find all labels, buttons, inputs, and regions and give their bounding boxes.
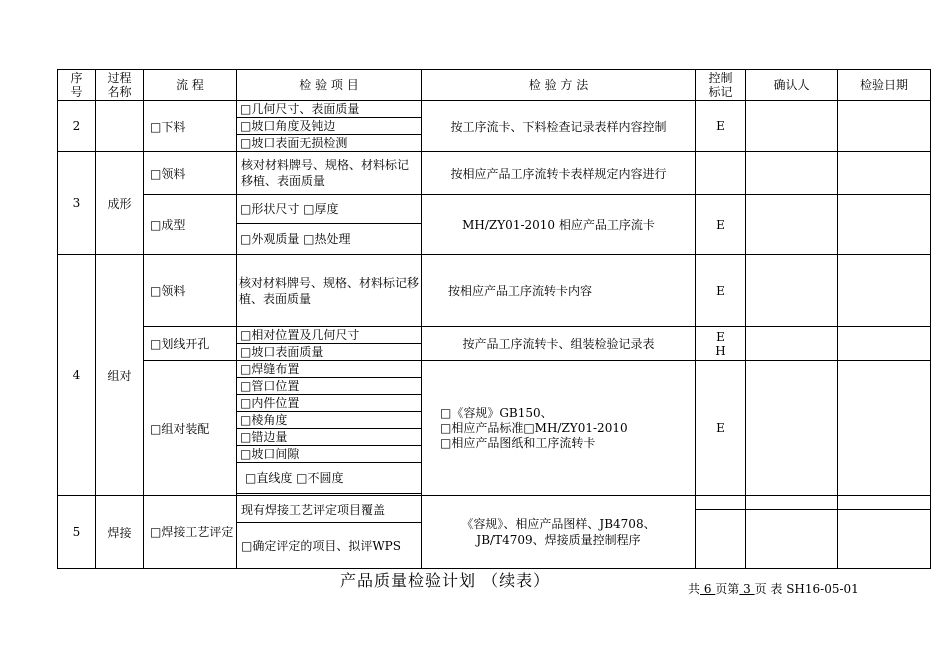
confirmer-cell xyxy=(746,195,838,255)
item-cell: □形状尺寸 □厚度 xyxy=(237,195,422,224)
item-cell: □坡口表面无损检测 xyxy=(237,135,422,152)
date-cell xyxy=(838,327,931,361)
item-cell: □确定评定的项目、拟评WPS xyxy=(237,523,422,569)
flow-cell: □划线开孔 xyxy=(144,327,237,361)
seq-cell: 2 xyxy=(58,101,96,152)
date-cell xyxy=(838,496,931,510)
confirmer-cell xyxy=(746,361,838,496)
confirmer-cell xyxy=(746,496,838,510)
table-row xyxy=(58,496,931,510)
table-row xyxy=(58,327,931,344)
confirmer-cell xyxy=(746,327,838,361)
item-cell: □错边量 xyxy=(237,429,422,446)
flow-cell: □领料 xyxy=(144,255,237,327)
flow-cell: □领料 xyxy=(144,152,237,195)
table-row xyxy=(58,361,931,378)
process-name-cell: 成形 xyxy=(96,152,144,255)
confirmer-cell xyxy=(746,152,838,195)
item-cell: □坡口角度及钝边 xyxy=(237,118,422,135)
page-mid: 页第 xyxy=(715,582,740,596)
confirmer-cell xyxy=(746,510,838,569)
flow-cell: □成型 xyxy=(144,195,237,255)
method-cell: MH/ZY01-2010 相应产品工序流卡 xyxy=(422,195,696,255)
flow-cell: □焊接工艺评定 xyxy=(144,496,237,569)
seq-cell: 3 xyxy=(58,152,96,255)
item-cell: □管口位置 xyxy=(237,378,422,395)
table-row xyxy=(58,152,931,195)
header-method: 检 验 方 法 xyxy=(422,70,696,101)
header-row xyxy=(58,70,931,101)
table-row xyxy=(58,195,931,224)
item-cell: □棱角度 xyxy=(237,412,422,429)
header-date: 检验日期 xyxy=(838,70,931,101)
page-total: 6 xyxy=(700,582,716,596)
method-cell xyxy=(422,361,696,496)
method-cell: 按相应产品工序流转卡表样规定内容进行 xyxy=(422,152,696,195)
document-title: 产品质量检验计划 （续表） xyxy=(340,571,551,590)
header-process-name: 过程 名称 xyxy=(96,70,144,101)
date-cell xyxy=(838,101,931,152)
item-cell: □相对位置及几何尺寸 xyxy=(237,327,422,344)
confirmer-cell xyxy=(746,255,838,327)
process-name-cell: 组对 xyxy=(96,255,144,496)
item-cell: □焊缝布置 xyxy=(237,361,422,378)
method-line: □相应产品标准□MH/ZY01-2010 xyxy=(440,420,628,435)
header-control-mark: 控制 标记 xyxy=(696,70,746,101)
seq-cell: 5 xyxy=(58,496,96,569)
date-cell xyxy=(838,152,931,195)
control-mark-cell: E xyxy=(696,361,746,496)
method-line: □《容规》GB150、 xyxy=(440,405,553,420)
item-cell: □直线度 □不圆度 xyxy=(237,463,422,494)
method-cell: 《容规》、相应产品图样、JB4708、JB/T4709、焊接质量控制程序 xyxy=(422,496,696,569)
table-row xyxy=(58,101,931,118)
header-items: 检 验 项 目 xyxy=(237,70,422,101)
header-confirmer: 确认人 xyxy=(746,70,838,101)
control-mark-h: H xyxy=(715,343,726,358)
flow-cell: □组对装配 xyxy=(144,361,237,496)
method-cell: 按工序流卡、下料检查记录表样内容控制 xyxy=(422,101,696,152)
method-line: □相应产品图纸和工序流转卡 xyxy=(440,435,596,450)
header-flow: 流 程 xyxy=(144,70,237,101)
item-cell: 核对材料牌号、规格、材料标记移植、表面质量 xyxy=(237,152,422,195)
item-cell: □内件位置 xyxy=(237,395,422,412)
page-suffix: 页 表 SH16-05-01 xyxy=(754,582,859,596)
item-cell: □外观质量 □热处理 xyxy=(237,224,422,255)
item-cell: □几何尺寸、表面质量 xyxy=(237,101,422,118)
date-cell xyxy=(838,510,931,569)
flow-cell: □下料 xyxy=(144,101,237,152)
date-cell xyxy=(838,195,931,255)
item-cell: □坡口间隙 xyxy=(237,446,422,463)
page-info xyxy=(688,580,859,597)
item-cell: □坡口表面质量 xyxy=(237,344,422,361)
seq-cell: 4 xyxy=(58,255,96,496)
item-cell: 核对材料牌号、规格、材料标记移植、表面质量 xyxy=(237,255,422,327)
control-mark-cell: E xyxy=(696,101,746,152)
item-cell: 现有焊接工艺评定项目覆盖 xyxy=(237,496,422,523)
control-mark-cell xyxy=(696,496,746,510)
confirmer-cell xyxy=(746,101,838,152)
control-mark-cell xyxy=(696,510,746,569)
method-cell: 按产品工序流转卡、组装检验记录表 xyxy=(422,327,696,361)
control-mark-e: E xyxy=(716,329,725,344)
date-cell xyxy=(838,361,931,496)
method-cell: 按相应产品工序流转卡内容 xyxy=(422,255,696,327)
table-row xyxy=(58,255,931,327)
process-name-cell xyxy=(96,101,144,152)
header-seq: 序 号 xyxy=(58,70,96,101)
inspection-plan-table xyxy=(57,69,931,569)
control-mark-cell: E xyxy=(696,195,746,255)
page-prefix: 共 xyxy=(688,582,701,596)
control-mark-cell xyxy=(696,152,746,195)
page-current: 3 xyxy=(739,582,755,596)
control-mark-cell: E xyxy=(696,255,746,327)
date-cell xyxy=(838,255,931,327)
process-name-cell: 焊接 xyxy=(96,496,144,569)
control-mark-cell xyxy=(696,327,746,361)
